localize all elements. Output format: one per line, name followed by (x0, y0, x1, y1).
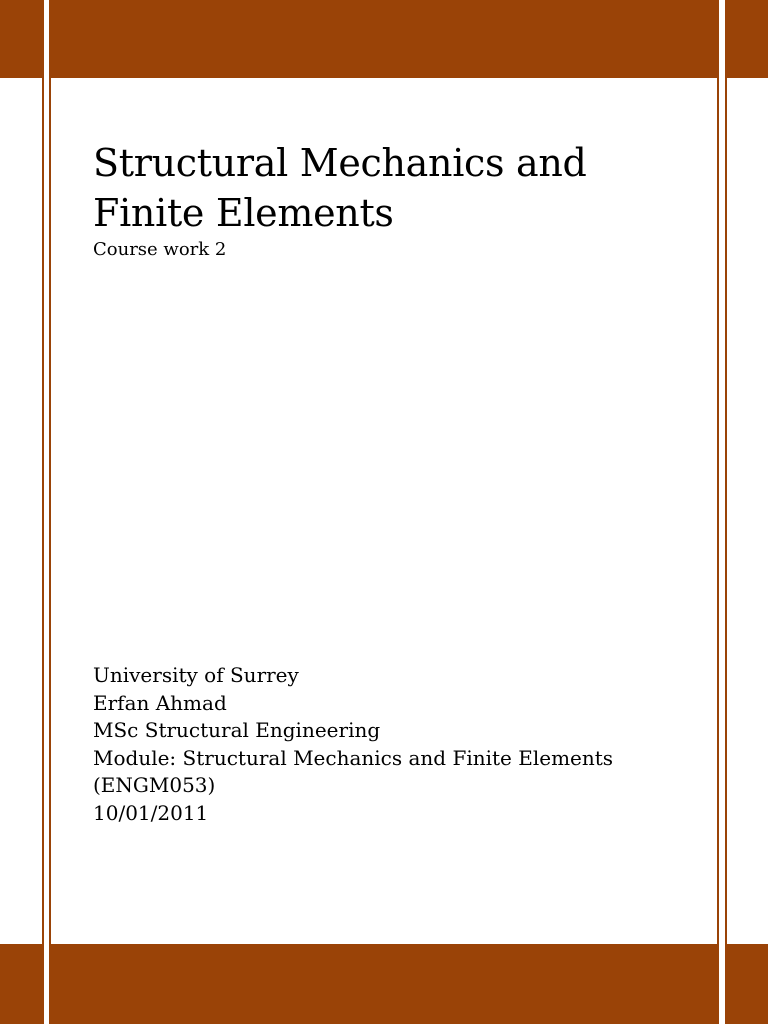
programme-name: MSc Structural Engineering (93, 718, 381, 742)
title-line-1: Structural Mechanics and (93, 141, 587, 185)
author-info-block (93, 662, 713, 827)
right-outer-rule (725, 0, 727, 1024)
right-inner-rule (717, 0, 719, 1024)
submission-date: 10/01/2011 (93, 800, 209, 825)
document-title (93, 138, 693, 238)
left-inner-rule (49, 0, 51, 1024)
module-name: Module: Structural Mechanics and Finite Elements (93, 745, 614, 770)
left-outer-rule (42, 0, 44, 1024)
author-name: Erfan Ahmad (93, 690, 227, 715)
university-name: University of Surrey (93, 663, 299, 687)
module-code: (ENGM053) (93, 773, 216, 797)
title-line-2: Finite Elements (93, 191, 394, 235)
document-subtitle: Course work 2 (93, 239, 227, 260)
top-border-band (0, 0, 768, 78)
bottom-border-band (0, 944, 768, 1024)
